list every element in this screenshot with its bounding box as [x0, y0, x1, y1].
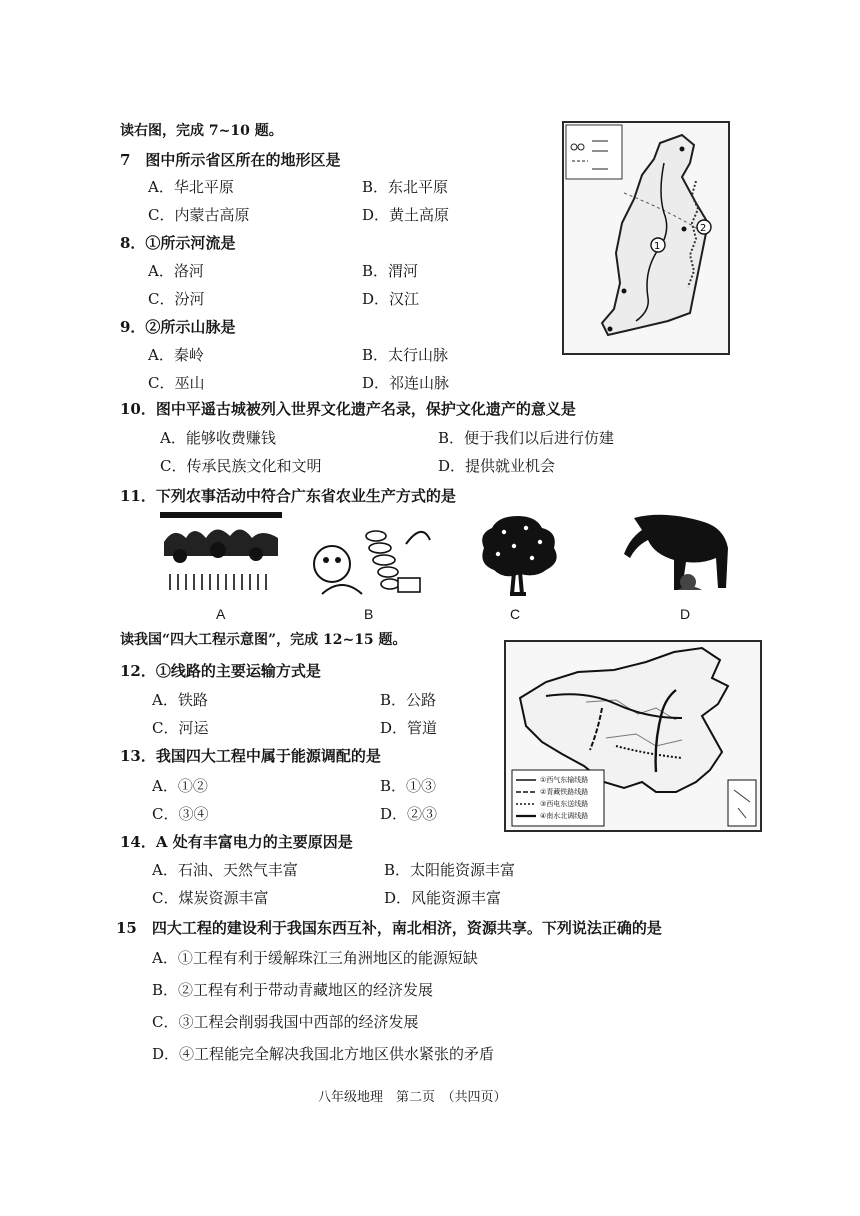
q14-option-a[interactable]: A．石油、天然气丰富	[152, 861, 298, 879]
q11-label-c: C	[510, 606, 521, 622]
question-15-stem: 15 四大工程的建设利于我国东西互补，南北相济，资源共享。下列说法正确的是	[116, 919, 662, 937]
q8-option-b[interactable]: B．渭河	[362, 262, 419, 280]
livestock-herding-picture	[618, 506, 738, 600]
q11-picture-b[interactable]	[302, 514, 432, 600]
q8-option-a[interactable]: A．洛河	[148, 262, 204, 280]
question-8-stem: 8．①所示河流是	[120, 234, 236, 252]
q15-option-d[interactable]: D．④工程能完全解决我国北方地区供水紧张的矛盾	[152, 1045, 495, 1063]
section-intro-7-10: 读右图，完成 7~10 题。	[120, 123, 283, 139]
question-10-stem: 10．图中平遥古城被列入世界文化遗产名录，保护文化遗产的意义是	[120, 400, 576, 418]
q7-option-d[interactable]: D．黄土高原	[362, 206, 450, 224]
q14-option-d[interactable]: D．风能资源丰富	[384, 889, 502, 907]
wheat-cartoon-picture	[302, 514, 432, 600]
q11-picture-a[interactable]	[160, 512, 282, 598]
q10-option-a[interactable]: A．能够收费赚钱	[160, 429, 276, 447]
rice-transplanting-picture	[160, 512, 282, 598]
q9-option-d[interactable]: D．祁连山脉	[362, 374, 450, 392]
q13-option-d[interactable]: D．②③	[380, 805, 438, 823]
q7-option-c[interactable]: C．内蒙古高原	[148, 206, 250, 224]
svg-text:2: 2	[700, 223, 707, 234]
legend-item-4: ④南水北调线路	[540, 812, 589, 820]
q7-option-a[interactable]: A．华北平原	[148, 178, 234, 196]
q9-option-b[interactable]: B．太行山脉	[362, 346, 449, 364]
q11-label-a: A	[216, 606, 226, 622]
q7-option-b[interactable]: B．东北平原	[362, 178, 449, 196]
q10-option-d[interactable]: D．提供就业机会	[438, 457, 556, 475]
svg-text:1: 1	[654, 241, 661, 252]
q12-option-c[interactable]: C．河运	[152, 719, 209, 737]
q11-label-d: D	[680, 606, 691, 622]
q11-picture-c[interactable]	[474, 508, 564, 600]
question-12-stem: 12．①线路的主要运输方式是	[120, 662, 321, 680]
q15-option-b[interactable]: B．②工程有利于带动青藏地区的经济发展	[152, 981, 434, 999]
q11-picture-d[interactable]	[618, 506, 738, 600]
q11-label-b: B	[364, 606, 374, 622]
q13-option-b[interactable]: B．①③	[380, 777, 437, 795]
q10-option-c[interactable]: C．传承民族文化和文明	[160, 457, 322, 475]
section-intro-12-15: 读我国“四大工程示意图”，完成 12~15 题。	[120, 632, 407, 648]
tree-picture	[474, 508, 564, 600]
question-9-stem: 9．②所示山脉是	[120, 318, 236, 336]
page-footer: 八年级地理 第二页 （共四页）	[318, 1090, 507, 1105]
q12-option-b[interactable]: B．公路	[380, 691, 437, 709]
q13-option-c[interactable]: C．③④	[152, 805, 209, 823]
q15-option-c[interactable]: C．③工程会削弱我国中西部的经济发展	[152, 1013, 419, 1031]
province-map-figure	[562, 121, 730, 355]
question-11-stem: 11．下列农事活动中符合广东省农业生产方式的是	[120, 487, 456, 505]
q8-option-c[interactable]: C．汾河	[148, 290, 205, 308]
q13-option-a[interactable]: A．①②	[152, 777, 208, 795]
four-projects-map-figure	[504, 640, 762, 832]
question-13-stem: 13．我国四大工程中属于能源调配的是	[120, 747, 381, 765]
legend-item-1: ①西气东输线路	[540, 776, 589, 784]
q14-option-c[interactable]: C．煤炭资源丰富	[152, 889, 269, 907]
q12-option-d[interactable]: D．管道	[380, 719, 438, 737]
q12-option-a[interactable]: A．铁路	[152, 691, 208, 709]
q14-option-b[interactable]: B．太阳能资源丰富	[384, 861, 516, 879]
legend-item-2: ②青藏铁路线路	[540, 788, 589, 796]
question-14-stem: 14．A 处有丰富电力的主要原因是	[120, 833, 353, 851]
legend-item-3: ③西电东送线路	[540, 800, 589, 808]
q9-option-c[interactable]: C．巫山	[148, 374, 205, 392]
q9-option-a[interactable]: A．秦岭	[148, 346, 204, 364]
q8-option-d[interactable]: D．汉江	[362, 290, 420, 308]
south-sea-inset	[728, 780, 756, 826]
question-7-stem: 7 图中所示省区所在的地形区是	[120, 151, 341, 169]
province-map	[564, 123, 728, 353]
q15-option-a[interactable]: A．①工程有利于缓解珠江三角洲地区的能源短缺	[152, 949, 478, 967]
q10-option-b[interactable]: B．便于我们以后进行仿建	[438, 429, 615, 447]
map-legend-labels	[540, 774, 588, 822]
